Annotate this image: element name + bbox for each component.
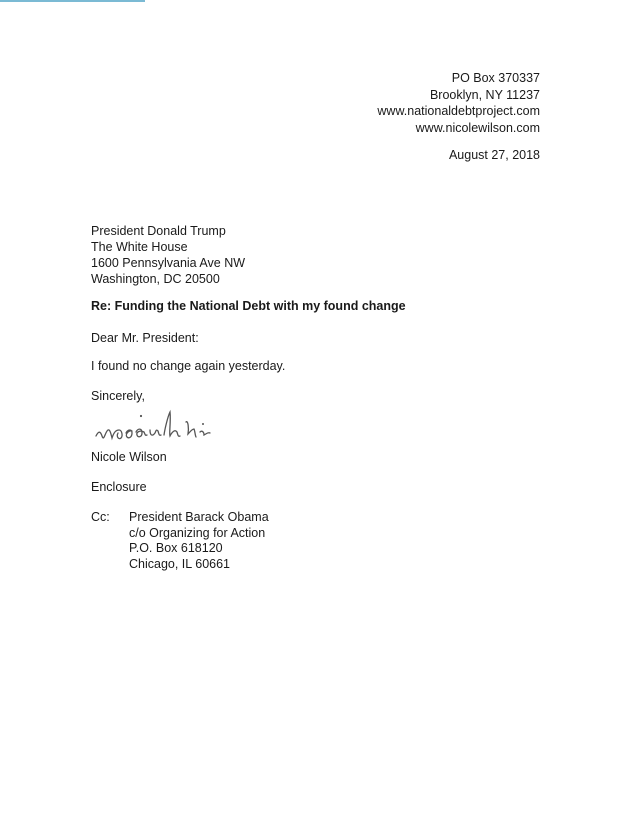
- cc-name: President Barack Obama: [129, 510, 269, 524]
- letter-date: August 27, 2018: [448, 148, 540, 162]
- recipient-city-line: Washington, DC 20500: [91, 272, 220, 286]
- enclosure-note: Enclosure: [91, 480, 147, 494]
- subject-line: Re: Funding the National Debt with my found change: [91, 299, 406, 313]
- sender-po-box: PO Box 370337: [451, 71, 540, 85]
- recipient-name: President Donald Trump: [91, 224, 226, 238]
- recipient-organization: The White House: [91, 240, 188, 254]
- recipient-street: 1600 Pennsylvania Ave NW: [91, 256, 246, 270]
- sender-address-block: [377, 70, 540, 136]
- scan-edge-mark: [0, 0, 145, 2]
- cc-city-line: Chicago, IL 60661: [129, 556, 231, 571]
- salutation: Dear Mr. President:: [91, 331, 199, 345]
- sender-city-line: Brooklyn, NY 11237: [429, 87, 540, 102]
- letter-body: I found no change again yesterday.: [91, 359, 286, 373]
- cc-organization: c/o Organizing for Action: [129, 525, 266, 540]
- signer-name: Nicole Wilson: [91, 450, 167, 464]
- recipient-address-block: [91, 223, 245, 287]
- cc-address-block: [129, 510, 269, 572]
- cc-label: Cc:: [91, 510, 110, 524]
- cc-po-box: P.O. Box 618120: [129, 541, 223, 555]
- closing: Sincerely,: [91, 389, 145, 403]
- sender-website-2: www.nicolewilson.com: [415, 120, 540, 135]
- sender-website-1: www.nationaldebtproject.com: [377, 104, 540, 118]
- handwritten-signature: [92, 402, 222, 448]
